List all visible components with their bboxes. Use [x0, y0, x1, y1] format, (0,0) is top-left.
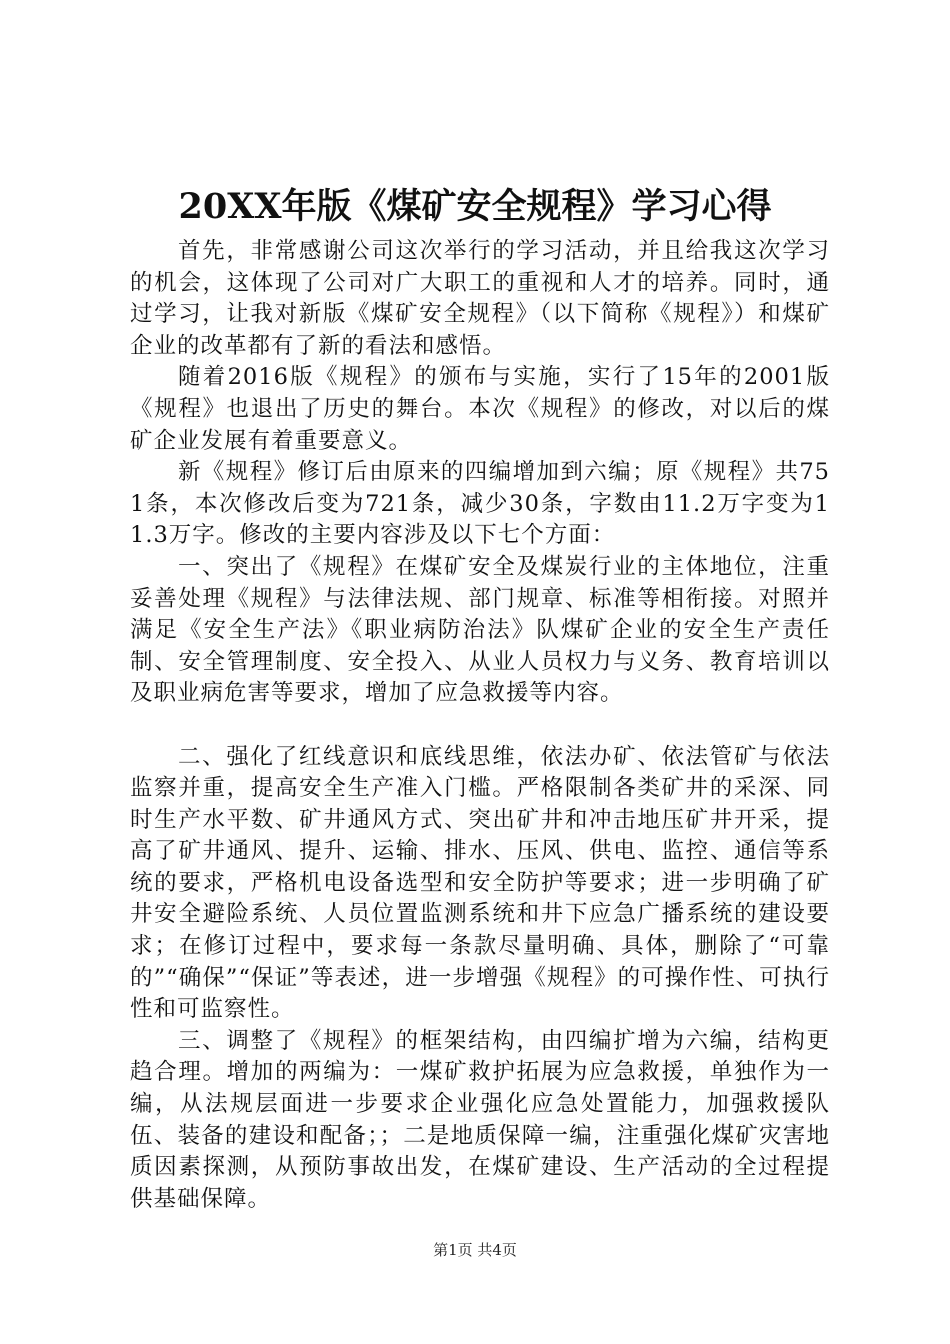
paragraph-background: 随着2016版《规程》的颁布与实施，实行了15年的2001版《规程》也退出了历史的舞台。本次《规程》的修改，对以后的煤矿企业发展有着重要意义。 — [130, 364, 830, 454]
paragraph-spacer — [130, 710, 830, 742]
paragraph-changes-summary: 新《规程》修订后由原来的四编增加到六编；原《规程》共751条，本次修改后变为721条，减少30条，字数由11.2万字变为11.3万字。修改的主要内容涉及以下七个方面： — [130, 459, 830, 549]
paragraph-point-one: 一、突出了《规程》在煤矿安全及煤炭行业的主体地位，注重妥善处理《规程》与法律法规、部门规章、标准等相衔接。对照并满足《安全生产法》《职业病防治法》队煤矿企业的安全生产责任制、安全管理制度、安全投入、从业人员权力与义务、教育培训以及职业病危害等要求，增加了应急救援等内容。 — [130, 553, 830, 707]
paragraph-intro: 首先，非常感谢公司这次举行的学习活动，并且给我这次学习的机会，这体现了公司对广大职工的重视和人才的培养。同时，通过学习，让我对新版《煤矿安全规程》（以下简称《规程》）和煤矿企业的改革都有了新的看法和感悟。 — [130, 238, 830, 359]
page-footer: 第1页 共4页 — [433, 1241, 517, 1259]
document-title: 20XX年版《煤矿安全规程》学习心得 — [178, 186, 772, 227]
document-body — [130, 236, 830, 1215]
paragraph-point-two: 二、强化了红线意识和底线思维，依法办矿、依法管矿与依法监察并重，提高安全生产准入门槛。严格限制各类矿井的采深、同时生产水平数、矿井通风方式、突出矿井和冲击地压矿井开采，提高了矿井通风、提升、运输、排水、压风、供电、监控、通信等系统的要求，严格机电设备选型和安全防护等要求；进一步明确了矿井安全避险系统、人员位置监测系统和井下应急广播系统的建设要求；在修订过程中，要求每一条款尽量明确、具体，删除了“可靠的”“确保”“保证”等表述，进一步增强《规程》的可操作性、可执行性和可监察性。 — [130, 743, 830, 1023]
paragraph-point-three: 三、调整了《规程》的框架结构，由四编扩增为六编，结构更趋合理。增加的两编为：一煤矿救护拓展为应急救援，单独作为一编，从法规层面进一步要求企业强化应急处置能力，加强救援队伍、装备的建设和配备；；二是地质保障一编，注重强化煤矿灾害地质因素探测，从预防事故出发，在煤矿建设、生产活动的全过程提供基础保障。 — [130, 1027, 830, 1212]
